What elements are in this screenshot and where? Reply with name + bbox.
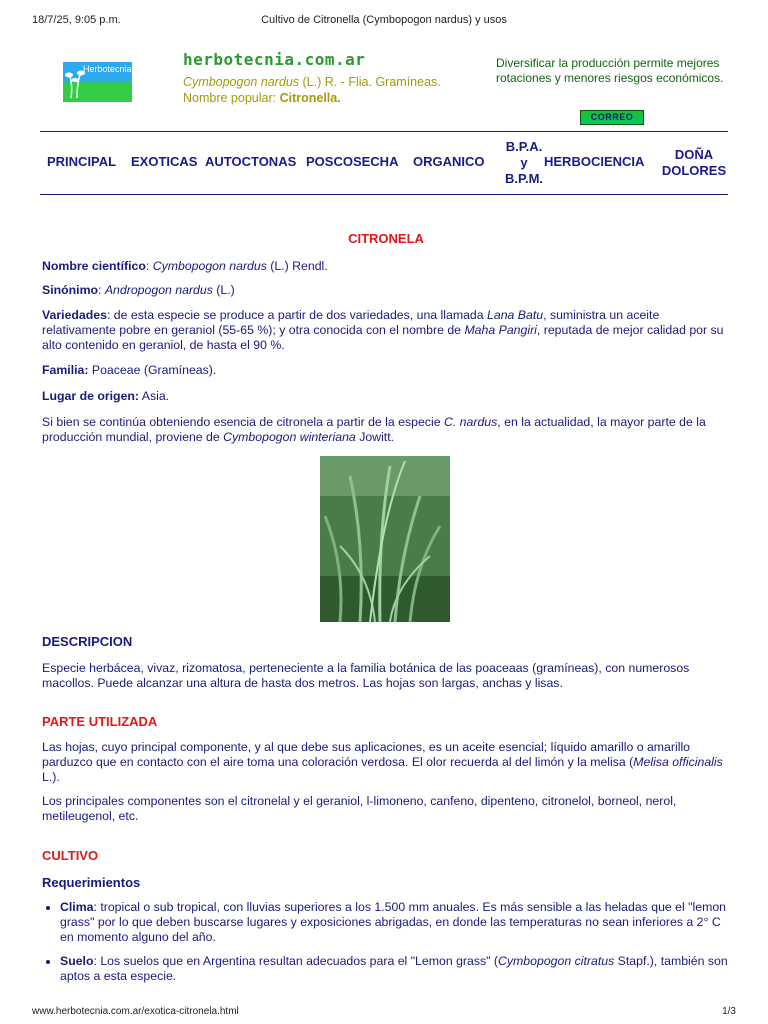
- parte-text-b: L.).: [42, 770, 60, 784]
- clima-label: Clima: [60, 900, 94, 914]
- variedades-label: Variedades: [42, 308, 107, 322]
- nav-dona-line2: DOLORES: [661, 163, 727, 178]
- nav-bpa-line3: B.P.M.: [504, 171, 544, 186]
- nombre-rest: (L.) Rendl.: [266, 259, 328, 273]
- parte-italic: Melisa officinalis: [633, 755, 723, 769]
- descripcion-heading: DESCRIPCION: [42, 634, 133, 649]
- suelo-text-b: Stapf.), también son aptos a esta especie.: [60, 954, 728, 983]
- citronela-plant-photo: [320, 456, 450, 622]
- requerimientos-list-wrap: [42, 900, 730, 993]
- nav-herbociencia[interactable]: HERBOCIENCIA: [544, 154, 645, 169]
- sibien-text-b: , en la actualidad, la mayor parte de la producción mundial, proviene de: [42, 415, 706, 444]
- sibien-text-a: Si bien se continúa obteniendo esencia de citronela a partir de la especie: [42, 415, 444, 429]
- parte-heading-wrap: [42, 714, 730, 730]
- nav-bpa-line2: y: [520, 155, 528, 170]
- nav-bottom-divider: [40, 194, 728, 195]
- nav-dona-line1: DOÑA: [674, 147, 714, 162]
- familia-label: Familia:: [42, 363, 89, 377]
- requerimientos-heading-wrap: [42, 875, 730, 891]
- list-item-clima: [60, 900, 730, 945]
- nav-bpa-line1: B.P.A.: [505, 139, 543, 154]
- requerimientos-heading: Requerimientos: [42, 875, 141, 890]
- clima-text: : tropical o sub tropical, con lluvias superiores a los 1.500 mm anuales. Es más sensible a las heladas que el "lemon grass" por lo que deben buscarse lugares y exposiciones abrigadas, en donde las temperaturas no sean inferiores a 2° C en momento alguno del año.: [60, 900, 727, 944]
- requerimientos-list: [42, 900, 730, 984]
- origen-line: [42, 389, 730, 404]
- suelo-label: Suelo: [60, 954, 94, 968]
- print-datetime: 18/7/25, 9:05 p.m.: [32, 14, 121, 26]
- sinonimo-italic: Andropogon nardus: [104, 283, 213, 297]
- familia-value: Poaceae (Gramíneas).: [88, 363, 217, 377]
- nav-exoticas[interactable]: EXOTICAS: [131, 154, 198, 169]
- origen-label: Lugar de origen:: [42, 389, 140, 403]
- sibien-italic-1: C. nardus: [443, 415, 498, 429]
- cultivo-heading-wrap: [42, 848, 730, 864]
- nav-poscosecha[interactable]: POSCOSECHA: [306, 154, 399, 169]
- sibien-text-c: Jowitt.: [355, 430, 395, 444]
- nav-principal[interactable]: PRINCIPAL: [47, 154, 117, 169]
- componentes-paragraph: [42, 794, 730, 824]
- print-page-title: Cultivo de Citronella (Cymbopogon nardus) y usos: [261, 14, 507, 26]
- variedades-text-c: , reputada de mejor calidad por su alto contenido en geraniol, de hasta el 90 %.: [42, 323, 724, 352]
- page-url: www.herbotecnia.com.ar/exotica-citronela.html: [32, 1006, 239, 1017]
- site-name[interactable]: herbotecnia.com.ar: [183, 50, 366, 69]
- componentes-text: Los principales componentes son el citronelal y el geraniol, l-limoneno, canfeno, dipenteno, citronelol, borneol, nerol, metileugenol, etc.: [42, 794, 677, 823]
- descripcion-paragraph: [42, 661, 730, 691]
- variedades-italic-1: Lana Batu: [487, 308, 544, 322]
- suelo-italic: Cymbopogon citratus: [498, 954, 615, 968]
- sinonimo-rest: (L.): [212, 283, 235, 297]
- nombre-label: Nombre científico: [42, 259, 146, 273]
- page-number: 1/3: [722, 1006, 736, 1017]
- scientific-name-line: [183, 75, 441, 89]
- nombre-italic: Cymbopogon nardus: [152, 259, 267, 273]
- sci-name-italic: Cymbopogon nardus: [183, 75, 300, 89]
- nav-dona-dolores[interactable]: [656, 147, 732, 179]
- list-item-suelo: [60, 954, 730, 984]
- promo-text: Diversificar la producción permite mejores rotaciones y menores riesgos económicos.: [496, 56, 724, 85]
- article-title: CITRONELA: [348, 231, 424, 246]
- suelo-text-a: : Los suelos que en Argentina resultan adecuados para el "Lemon grass" (: [93, 954, 499, 968]
- sinonimo-label: Sinónimo: [42, 283, 99, 297]
- sibien-italic-2: Cymbopogon winteriana: [223, 430, 356, 444]
- popular-value: Citronella.: [279, 91, 341, 105]
- variedades-text-b: , suministra un aceite relativamente pobre en geraniol (55-65 %); y otra conocida con el nombre de: [42, 308, 660, 337]
- familia-line: [42, 363, 730, 378]
- descripcion-text: Especie herbácea, vivaz, rizomatosa, perteneciente a la familia botánica de las poaceaas (gramíneas), con numerosos macollos. Puede alcanzar una altura de hasta dos metros. Las hojas son largas, anchas y lisas.: [42, 661, 690, 690]
- correo-button[interactable]: CORREO: [580, 110, 644, 125]
- parte-text-a: Las hojas, cuyo principal componente, y al que debe sus aplicaciones, es un aceite esencial; líquido amarillo o amarillo parduzco que en contacto con el aire toma una coloración verdosa. El olor recuerda al del limón y la melisa (: [42, 740, 691, 769]
- origen-value: Asia.: [139, 389, 170, 403]
- herbotecnia-logo[interactable]: [63, 62, 132, 102]
- popular-name-line: [183, 91, 341, 105]
- sci-name-rest: (L.) R. - Flia. Gramíneas.: [299, 75, 441, 89]
- nav-autoctonas[interactable]: AUTOCTONAS: [205, 154, 297, 169]
- article-title-wrap: [42, 231, 730, 247]
- variedades-italic-2: Maha Pangiri: [464, 323, 537, 337]
- nombre-cientifico-line: Nombre científico: Cymbopogon nardus (L.) Rendl.: [42, 259, 328, 273]
- sinonimo-line: Sinónimo: Andropogon nardus (L.): [42, 283, 235, 297]
- variedades-text-a: : de esta especie se produce a partir de dos variedades, una llamada: [106, 308, 488, 322]
- nav-top-divider: [40, 131, 728, 132]
- parte-utilizada-heading: PARTE UTILIZADA: [42, 714, 158, 729]
- main-nav: [42, 139, 730, 185]
- descripcion-heading-wrap: [42, 634, 730, 650]
- nav-organico[interactable]: ORGANICO: [413, 154, 485, 169]
- popular-label: Nombre popular:: [183, 91, 280, 105]
- logo-text: Herbotecnia: [83, 64, 132, 74]
- cultivo-heading: CULTIVO: [42, 848, 99, 863]
- parte-paragraph: [42, 740, 730, 785]
- sibien-paragraph: [42, 415, 730, 445]
- variedades-paragraph: [42, 308, 730, 353]
